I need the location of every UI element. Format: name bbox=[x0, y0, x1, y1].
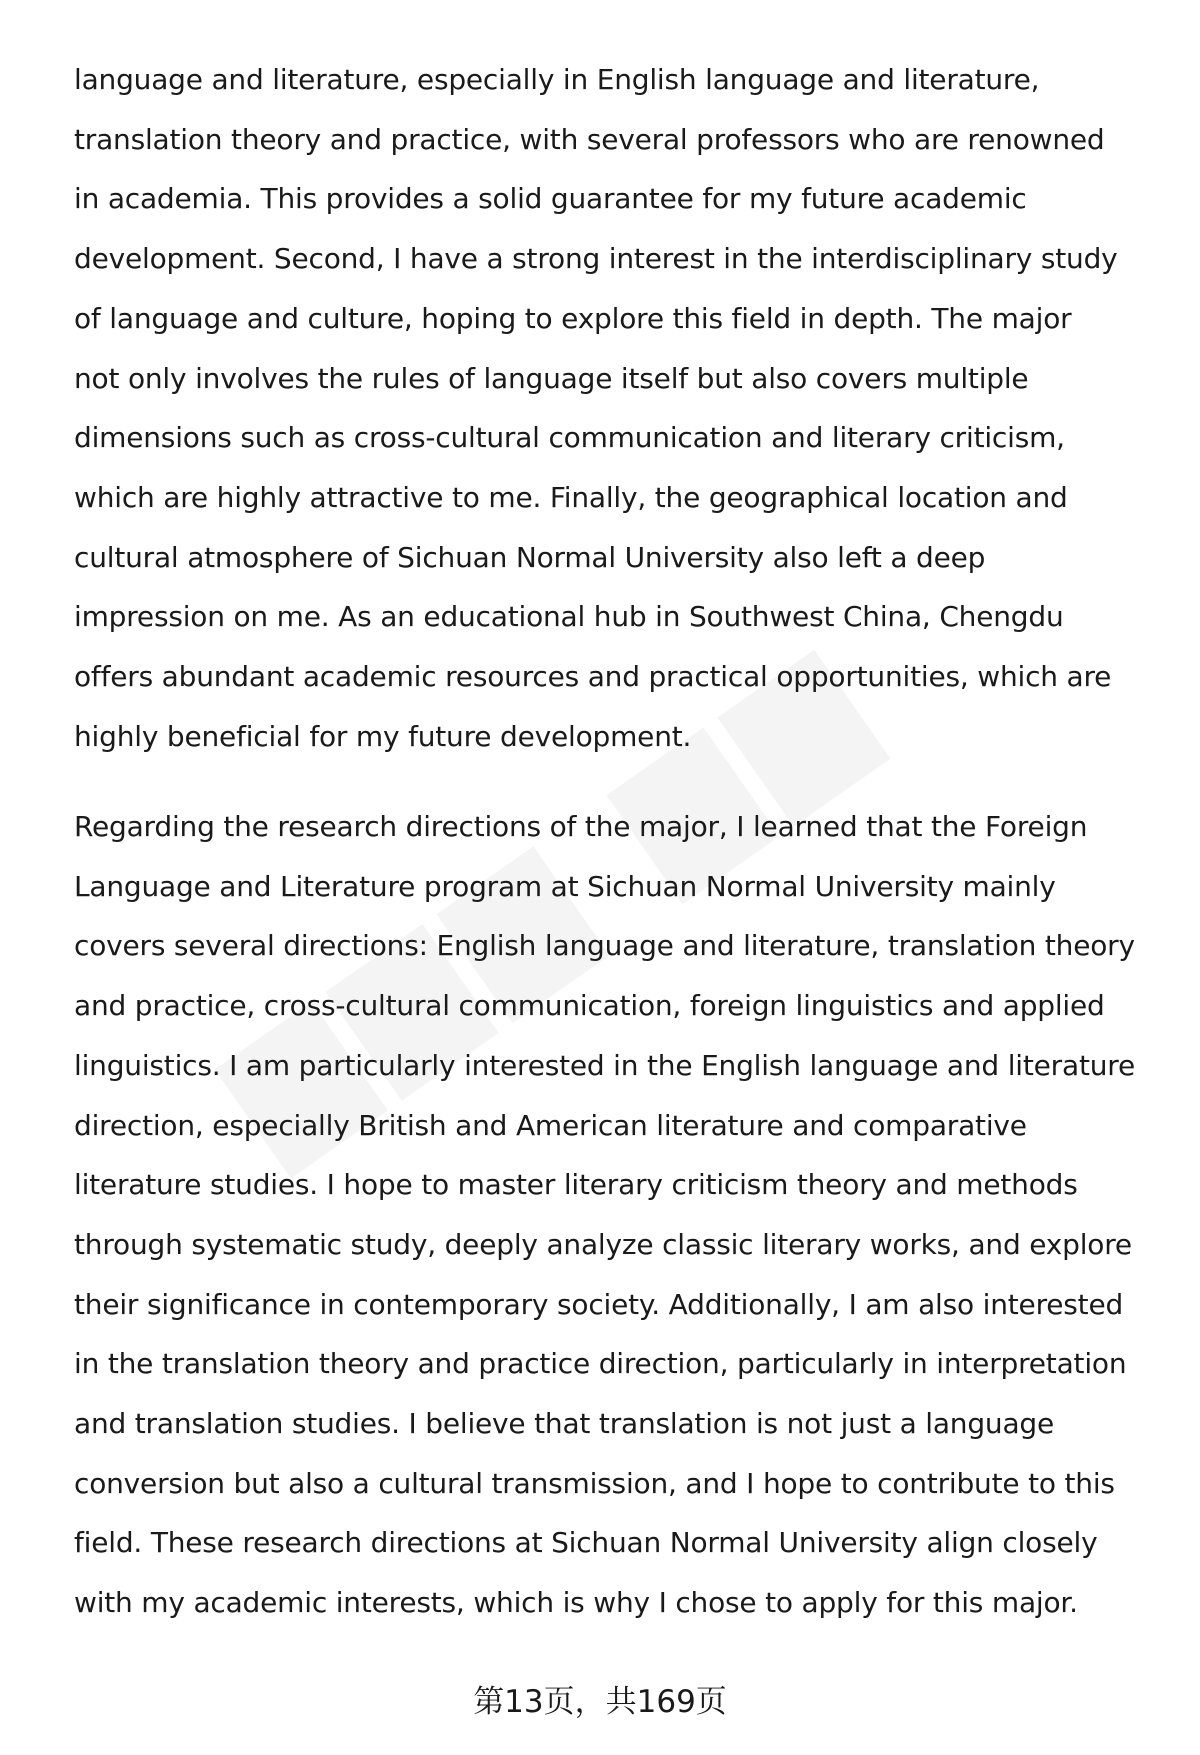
paragraph-line: language and literature, especially in English language and literature, bbox=[74, 63, 1040, 96]
paragraph-line: field. These research directions at Sichuan Normal University align closely bbox=[74, 1526, 1098, 1560]
paragraph-line: with my academic interests, which is why I chose to apply for this major. bbox=[74, 1586, 1078, 1620]
paragraph-line: conversion but also a cultural transmission, and I hope to contribute to this bbox=[74, 1466, 1115, 1500]
paragraph-line: translation theory and practice, with several professors who are renowned bbox=[74, 122, 1105, 156]
paragraph-line: through systematic study, deeply analyze classic literary works, and explore bbox=[74, 1227, 1132, 1261]
paragraph-line: direction, especially British and American literature and comparative bbox=[74, 1108, 1027, 1142]
paragraph-line: their significance in contemporary society. Additionally, I am also interested bbox=[74, 1287, 1124, 1321]
paragraph-line: dimensions such as cross-cultural communication and literary criticism, bbox=[74, 421, 1065, 455]
paragraph-line: and translation studies. I believe that translation is not just a language bbox=[74, 1407, 1055, 1441]
paragraph-2 bbox=[74, 797, 1164, 1633]
paragraph-line: covers several directions: English language and literature, translation theory bbox=[74, 929, 1135, 963]
paragraph-line: linguistics. I am particularly interested in the English language and literature bbox=[74, 1048, 1135, 1082]
paragraph-1 bbox=[74, 50, 1164, 766]
paragraph-line: which are highly attractive to me. Finally, the geographical location and bbox=[74, 480, 1068, 514]
paragraph-line: not only involves the rules of language itself but also covers multiple bbox=[74, 361, 1029, 395]
paragraph-line: impression on me. As an educational hub in Southwest China, Chengdu bbox=[74, 600, 1064, 634]
page-number-footer: 第13页，共169页 bbox=[473, 1684, 727, 1720]
paragraph-line: development. Second, I have a strong interest in the interdisciplinary study bbox=[74, 242, 1118, 276]
paragraph-line: cultural atmosphere of Sichuan Normal University also left a deep bbox=[74, 540, 986, 574]
paragraph-line: and practice, cross-cultural communication, foreign linguistics and applied bbox=[74, 989, 1105, 1023]
paragraph-line: Language and Literature program at Sichuan Normal University mainly bbox=[74, 869, 1056, 903]
paragraph-line: of language and culture, hoping to explore this field in depth. The major bbox=[74, 301, 1072, 335]
paragraph-line: in academia. This provides a solid guarantee for my future academic bbox=[74, 182, 1027, 216]
paragraph-line: highly beneficial for my future development. bbox=[74, 719, 692, 753]
paragraph-line: in the translation theory and practice direction, particularly in interpretation bbox=[74, 1347, 1127, 1381]
paragraph-line: offers abundant academic resources and practical opportunities, which are bbox=[74, 660, 1112, 694]
paragraph-line: Regarding the research directions of the major, I learned that the Foreign bbox=[74, 810, 1088, 843]
paragraph-line: literature studies. I hope to master literary criticism theory and methods bbox=[74, 1168, 1078, 1202]
